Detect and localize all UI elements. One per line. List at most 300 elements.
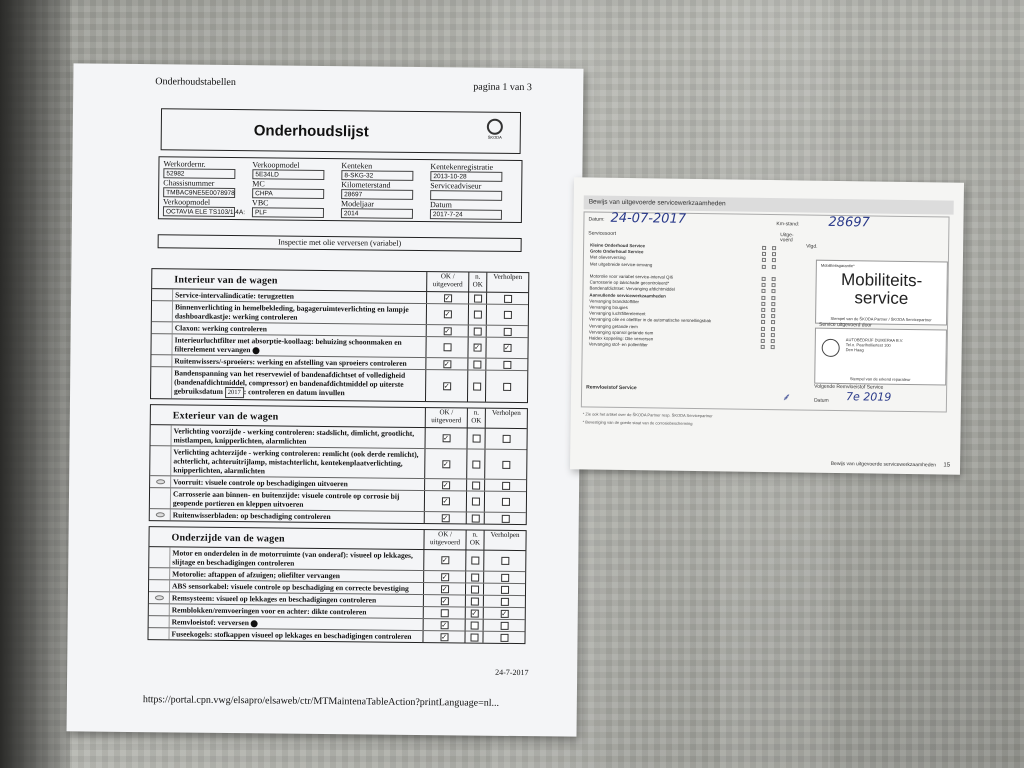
ok-checkbox[interactable]: ✓: [441, 632, 448, 641]
next-checkbox[interactable]: [771, 339, 775, 343]
fixed-checkbox[interactable]: ✓: [504, 343, 511, 352]
page-footer-title: Bewijs van uitgevoerde servicewerkzaamheden: [830, 460, 937, 469]
not-ok-checkbox[interactable]: [473, 382, 481, 390]
sheet-header-left: Onderhoudstabellen: [155, 76, 236, 89]
skoda-logo-icon: [482, 119, 508, 147]
item-text-part: Claxon: werking controleren: [174, 323, 268, 334]
next-checkbox[interactable]: [772, 277, 776, 281]
not-ok-column-header: n. OK: [468, 272, 486, 291]
info-cell: [162, 159, 251, 179]
service-item: Vervanging brandstoffilter: [589, 298, 640, 305]
checkbox-cell: [465, 619, 483, 630]
row-marker: [152, 322, 172, 333]
service-item: Vervanging stof- en pollenfilter: [588, 341, 648, 348]
not-ok-checkbox[interactable]: [472, 481, 480, 489]
checkbox-cell: [468, 304, 486, 324]
footnote-2: * Bevestiging van de goede staat van de corrosiebescherming: [582, 419, 693, 426]
handwritten-date: 24-07-2017: [610, 210, 687, 227]
checkbox-cell: [426, 304, 468, 324]
km-label: Km-stand:: [776, 221, 800, 228]
ok-checkbox[interactable]: ✓: [443, 359, 450, 368]
info-cell: [251, 198, 340, 218]
info-cell: [340, 199, 429, 219]
checkbox-cell: [483, 596, 525, 607]
checkbox-cell: [484, 450, 526, 479]
checkbox-cell: [484, 429, 526, 449]
item-text-part: Remblokken/remvoeringen voor en achter: dikte controleren: [171, 605, 367, 617]
next-checkbox[interactable]: [771, 320, 775, 324]
executed-checkbox[interactable]: [761, 289, 765, 293]
item-text-part: : controleren en datum invullen: [243, 387, 345, 398]
info-label: Verkoopmodel: [252, 160, 300, 170]
checkbox-cell: [425, 358, 467, 369]
row-marker: [150, 446, 170, 475]
ok-checkbox[interactable]: [443, 343, 451, 351]
checklist-item-text: [170, 446, 424, 478]
checkbox-cell: [466, 449, 484, 478]
checkbox-cell: [465, 571, 483, 582]
item-text-part: Ruitenwissers/-sproeiers: werking en afstelling van sproeiers controleren: [174, 356, 407, 368]
ok-checkbox[interactable]: [440, 609, 448, 617]
service-item: Carrosserie op lakschade gecontroleerd*: [589, 279, 670, 286]
checkbox-cell: [483, 551, 525, 571]
ok-checkbox[interactable]: ✓: [441, 596, 448, 605]
info-value: 2013-10-28: [430, 171, 502, 182]
checkbox-cell: [468, 325, 486, 336]
fixed-checkbox[interactable]: [503, 382, 511, 390]
section-exterior: [149, 404, 528, 525]
not-ok-checkbox[interactable]: [473, 311, 481, 319]
title-box: [161, 108, 521, 154]
checkbox-cell: [466, 512, 484, 523]
fixed-column-header: Verholpen: [485, 409, 527, 428]
vehicle-info-grid: [158, 156, 523, 223]
checkbox-cell: [424, 479, 466, 490]
info-cell: [429, 162, 518, 182]
not-ok-checkbox[interactable]: [472, 460, 480, 468]
fixed-checkbox[interactable]: [503, 327, 511, 335]
checkbox-cell: [485, 359, 527, 370]
item-text-part: Motor en onderdelen in de motorruimte (van onderaf): visueel op lekkages, slijtage en beschadigingen controleren: [172, 548, 413, 568]
item-text-part: Verlichting achterzijde - werking controleren: remlicht (ook derde remlicht), achterlicht, achteruitrijlamp, mistachterlicht, kentekenplaatverlichting, knipperlichten, alarmlichten: [173, 447, 419, 476]
executed-checkbox[interactable]: [762, 265, 766, 269]
fixed-checkbox[interactable]: [502, 481, 510, 489]
info-value: 2017-7-24: [430, 209, 502, 220]
ok-checkbox[interactable]: ✓: [442, 459, 449, 468]
checkbox-cell: [423, 607, 465, 618]
executed-checkbox[interactable]: [761, 333, 765, 337]
checkbox-cell: [465, 583, 483, 594]
checklist-item-text: [172, 301, 426, 324]
next-checkbox[interactable]: [771, 327, 775, 331]
section-title: Interieur van de wagen: [174, 274, 278, 287]
info-label: Chassisnummer: [163, 178, 215, 188]
next-checkbox[interactable]: [771, 302, 775, 306]
ok-checkbox[interactable]: ✓: [443, 434, 450, 443]
row-marker: [149, 604, 169, 615]
executed-checkbox[interactable]: [762, 283, 766, 287]
row-marker: [150, 476, 170, 487]
checkbox-cell: [467, 428, 485, 448]
service-item: Kleine Onderhoud Service: [590, 242, 646, 249]
info-label: VBC: [252, 198, 269, 208]
document-title: Onderhoudslijst: [253, 122, 369, 141]
not-ok-checkbox[interactable]: [473, 327, 481, 335]
service-item: Vervanging getande riem: [588, 323, 638, 329]
footer-url: https://portal.cpn.vwg/elsapro/elsaweb/ctr/MTMaintenaTableAction?printLanguage=nl...: [142, 694, 500, 709]
not-ok-checkbox[interactable]: [471, 557, 479, 565]
checklist-item-text: [170, 488, 424, 511]
checklist-item-text: [171, 367, 425, 401]
fixed-checkbox[interactable]: [503, 311, 511, 319]
item-text-part: Bandenspanning van het reservewiel of bandenafdichtset of volledigheid (bandenafdichtmiddel, compressor) en bandenafdichtmiddel op uiterste gebruiksdatum: [174, 368, 406, 396]
dealer-stamp-caption: Stempel van de erkend reparateur: [849, 376, 911, 383]
checkbox-cell: [426, 292, 468, 303]
item-text-part: Interieurluchtfilter met absorptie-koollaag: behuizing schoonmaken en filterelement vervangen: [174, 335, 402, 355]
executed-checkbox[interactable]: [761, 320, 765, 324]
executed-checkbox[interactable]: [761, 302, 765, 306]
not-ok-checkbox[interactable]: ✓: [471, 609, 478, 618]
info-value: 52982: [163, 168, 235, 179]
stamp-label: Service uitgevoerd door: [818, 321, 872, 329]
fixed-checkbox[interactable]: [502, 460, 510, 468]
logo-text: ŠKODA: [487, 134, 502, 140]
checkbox-cell: [465, 607, 483, 618]
date-label: Datum:: [588, 216, 605, 223]
next-checkbox[interactable]: [771, 345, 775, 349]
fixed-checkbox[interactable]: [500, 597, 508, 605]
executed-checkbox[interactable]: [762, 246, 766, 250]
section-interior: [150, 268, 529, 403]
ok-checkbox[interactable]: ✓: [441, 620, 448, 629]
checkbox-cell: [467, 370, 485, 401]
ok-checkbox[interactable]: ✓: [444, 310, 451, 319]
next-checkbox[interactable]: [771, 314, 775, 318]
checkbox-cell: [467, 358, 485, 369]
checkbox-cell: [424, 491, 466, 511]
fixed-column-header: Verholpen: [483, 531, 525, 550]
ok-checkbox[interactable]: ✓: [441, 556, 448, 565]
checkbox-cell: [425, 337, 467, 357]
next-checkbox[interactable]: [771, 296, 775, 300]
checklist-item-text: [170, 509, 424, 523]
ok-checkbox[interactable]: ✓: [442, 497, 449, 506]
footnote-1: * Zie ook het artikel over de ŠKODA Partner resp. ŠKODA Servicepartner: [582, 411, 713, 419]
row-marker: [150, 488, 170, 508]
checkbox-cell: [426, 325, 468, 336]
info-cell: [340, 161, 429, 181]
info-value: OCTAVIA ELE TS103/1.4A:: [163, 206, 235, 217]
ok-column-header: OK / uitgevoerd: [423, 530, 465, 549]
next-checkbox[interactable]: [771, 308, 775, 312]
info-label: Kenteken: [341, 161, 373, 171]
item-text-part: Voorruit: visuele controle op beschadigingen uitvoeren: [173, 477, 348, 489]
service-item: Grote Onderhoud Service: [589, 248, 644, 255]
info-cell: [251, 160, 340, 180]
service-item: Bandenafdichtset: Vervanging afdichtmiddel: [589, 285, 675, 293]
fixed-checkbox[interactable]: [501, 498, 509, 506]
footer-date: 24-7-2017: [495, 667, 529, 678]
next-checkbox[interactable]: [772, 283, 776, 287]
checkbox-cell: [466, 479, 484, 490]
fixed-checkbox[interactable]: [500, 585, 508, 593]
row-marker: [148, 628, 168, 639]
executed-checkbox[interactable]: [762, 252, 766, 256]
checkbox-cell: [465, 550, 483, 570]
info-cell: [429, 200, 518, 220]
item-text-part: Binnenverlichting in hemelbekleding, bagageruimteverlichting en lampje dashboardkastje: werking controleren: [174, 302, 409, 322]
checkbox-cell: [464, 631, 482, 642]
row-marker: [152, 289, 172, 300]
seat-shadow: [0, 0, 70, 768]
checklist-item-text: [171, 334, 425, 357]
executed-checkbox[interactable]: [761, 296, 765, 300]
service-item-checkboxes: [761, 344, 787, 351]
row-marker: [150, 509, 170, 520]
item-text-part: ABS sensorkabel: visuele controle op beschadiging en correcte bevestiging: [171, 581, 409, 593]
item-text-part: Fuseekogels: stofkappen visueel op lekkages en beschadigingen controleren: [171, 629, 412, 641]
executed-checkbox[interactable]: [761, 345, 765, 349]
service-item: Vervanging luchtfilterelement: [589, 310, 646, 317]
service-item: Aanvullende servicewerkzaamheden: [589, 292, 666, 299]
checklist-row: [150, 446, 526, 480]
info-label: MC: [252, 179, 265, 189]
info-label: Verkoopmodel: [163, 197, 211, 207]
checkbox-cell: [423, 619, 465, 630]
service-checkbox-column: [761, 245, 788, 351]
info-label: Modeljaar: [341, 199, 374, 209]
ok-column-header: OK / uitgevoerd: [425, 408, 467, 427]
row-marker: [149, 592, 169, 603]
executed-checkbox[interactable]: [761, 326, 765, 330]
instruction-line: Inspectie met olie verversen (variabel): [158, 234, 522, 252]
item-text-part: Verlichting voorzijde - werking controleren: stadslicht, dimlicht, grootlicht, mistlampen, knipperlichten, alarmlichten: [173, 426, 415, 446]
info-value: 2014: [341, 208, 413, 219]
item-text-part: Ruitenwisserbladen: op beschadiging controleren: [172, 510, 331, 522]
service-item: Motorolie voor variabel service-interval QI6: [589, 273, 674, 280]
not-ok-checkbox[interactable]: [471, 573, 479, 581]
service-item: Vervanging spanrol getande riem: [588, 329, 654, 336]
checkbox-cell: [483, 572, 525, 583]
not-ok-column-header: n. OK: [467, 408, 485, 427]
checkbox-cell: [484, 513, 526, 524]
not-ok-checkbox[interactable]: [470, 597, 478, 605]
checkbox-cell: [424, 512, 466, 523]
ok-checkbox[interactable]: ✓: [444, 293, 451, 302]
fixed-checkbox[interactable]: [502, 435, 510, 443]
service-item: Vervanging bougies: [589, 304, 628, 311]
item-text-part: Motorolie: aftappen of afzuigen; oliefilter vervangen: [172, 569, 341, 581]
ok-checkbox[interactable]: ✓: [444, 326, 451, 335]
signature-mark: ⸙: [781, 392, 790, 404]
item-text-part: Remvloeistof: verversen: [171, 617, 249, 628]
not-ok-checkbox[interactable]: [474, 294, 482, 302]
page-indicator: pagina 1 van 3: [473, 81, 532, 94]
mobility-stamp-caption: Stempel van de ŠKODA Partner / ŠKODA Servicepartner: [830, 315, 932, 323]
checkbox-cell: [485, 371, 527, 402]
maintenance-checklist-sheet: [67, 63, 584, 736]
checkbox-cell: [424, 449, 466, 478]
info-cell: [251, 179, 340, 199]
executed-checkbox[interactable]: [762, 258, 766, 262]
brake-fluid-label: Remvloeistof Service: [586, 384, 637, 392]
executed-checkbox[interactable]: [761, 308, 765, 312]
info-value: 5E34LD: [252, 169, 324, 180]
not-ok-checkbox[interactable]: [473, 360, 481, 368]
executed-checkbox[interactable]: [761, 339, 765, 343]
checkbox-cell: [467, 337, 485, 357]
fixed-checkbox[interactable]: ✓: [501, 609, 508, 618]
item-text-part: Carrosserie aan binnen- en buitenzijde: visuele controle op corrosie bij geopende portieren en kleppen uitvoeren: [172, 489, 400, 509]
ok-checkbox[interactable]: ✓: [442, 513, 449, 522]
checklist-item-text: [171, 425, 425, 448]
info-value: TMBAC9NE5E0078978: [163, 187, 235, 198]
info-label: Serviceadviseur: [430, 181, 482, 191]
service-item: Met olieverversing: [589, 254, 626, 261]
fixed-column-header: Verholpen: [486, 273, 528, 292]
not-ok-checkbox[interactable]: ✓: [474, 343, 481, 352]
brake-date-label: Datum: [813, 397, 829, 404]
checkbox-cell: [423, 583, 465, 594]
ok-checkbox[interactable]: ✓: [441, 572, 448, 581]
next-brake-fluid-label: Volgende Remvloeistof Service: [814, 383, 884, 391]
checklist-row: [151, 367, 527, 402]
not-ok-checkbox[interactable]: [470, 585, 478, 593]
fixed-checkbox[interactable]: [501, 557, 509, 565]
not-ok-checkbox[interactable]: [472, 435, 480, 443]
checkbox-cell: [465, 595, 483, 606]
info-value: CHPA: [252, 188, 324, 199]
next-checkbox[interactable]: [772, 252, 776, 256]
next-column-label: Vlgd.: [806, 243, 818, 250]
executed-checkbox[interactable]: [761, 314, 765, 318]
checkbox-cell: [466, 491, 484, 511]
checklist-item-text: [168, 628, 422, 642]
mobility-service-box: [815, 260, 948, 326]
page-number: 15: [943, 462, 951, 469]
service-item: Vervanging olie en oliefilter in de automatische versnellingsbak: [589, 316, 712, 324]
checkbox-cell: [425, 370, 467, 401]
visual-inspection-icon: [156, 479, 165, 484]
info-value: PLF: [252, 207, 324, 218]
info-value: 8-SKG-32: [341, 170, 413, 181]
mobility-guarantee-label: Mobiliteitsgarantie*: [820, 262, 855, 269]
next-checkbox[interactable]: [771, 289, 775, 293]
item-text-part: Service-intervalindicatie: terugzetten: [175, 290, 295, 301]
fixed-checkbox[interactable]: [504, 294, 512, 302]
visual-inspection-icon: [155, 512, 164, 517]
row-marker: [152, 301, 172, 321]
checkbox-cell: [485, 338, 527, 358]
next-checkbox[interactable]: [772, 259, 776, 263]
info-cell: [162, 178, 251, 198]
fixed-checkbox[interactable]: [501, 514, 509, 522]
section-underside: [147, 526, 526, 644]
info-label: Werkordernr.: [163, 159, 206, 169]
item-text-part: Remsysteem: visueel op lekkages en beschadigingen controleren: [171, 593, 377, 605]
service-proof-sheet: [570, 177, 964, 474]
info-label: Datum: [430, 200, 452, 210]
mobility-service-title: Mobiliteits- service: [840, 270, 923, 308]
ok-checkbox[interactable]: ✓: [441, 584, 448, 593]
checkbox-cell: [425, 428, 467, 448]
row-marker: [149, 568, 169, 579]
row-marker: [151, 367, 171, 398]
info-row: [162, 197, 518, 220]
date-entry-field: 2017: [225, 387, 244, 398]
checkbox-cell: [484, 492, 526, 512]
next-checkbox[interactable]: [772, 265, 776, 269]
executed-column-label: Uitge- voerd: [780, 232, 794, 244]
row-marker: [151, 334, 171, 354]
handwritten-km: 28697: [828, 214, 870, 231]
service-proof-header: Bewijs van uitgevoerde servicewerkzaamheden: [584, 195, 954, 214]
visual-inspection-icon: [154, 595, 163, 600]
checkbox-cell: [483, 608, 525, 619]
row-marker: [149, 580, 169, 591]
service-type-label: Servicesoort: [588, 230, 617, 237]
info-label: Kentekenregistratie: [430, 162, 494, 172]
fixed-checkbox[interactable]: [501, 573, 509, 581]
checkbox-cell: [422, 631, 464, 642]
not-ok-column-header: n. OK: [465, 530, 483, 549]
ok-checkbox[interactable]: ✓: [442, 480, 449, 489]
ok-checkbox[interactable]: ✓: [443, 381, 450, 390]
checkbox-cell: [423, 550, 465, 570]
service-item: Met uitgebreide service-omvang: [589, 261, 653, 268]
info-cell: [162, 197, 251, 217]
checkbox-cell: [484, 480, 526, 491]
fixed-checkbox[interactable]: [500, 633, 508, 641]
row-marker: [149, 616, 169, 627]
checkbox-cell: [423, 571, 465, 582]
skoda-stamp-logo-icon: [822, 339, 840, 357]
handwritten-brake-date: 7e 2019: [845, 390, 892, 404]
service-item: Haldex koppeling: Olie verversen: [588, 335, 654, 342]
next-checkbox[interactable]: [772, 246, 776, 250]
section-title: Exterieur van de wagen: [172, 410, 279, 423]
checkbox-cell: [468, 292, 486, 303]
checkbox-cell: [486, 293, 528, 304]
not-ok-checkbox[interactable]: [470, 621, 478, 629]
checkbox-cell: [423, 595, 465, 606]
dealer-stamp-box: [814, 321, 947, 386]
checkbox-cell: [486, 305, 528, 325]
not-ok-checkbox[interactable]: [471, 514, 479, 522]
row-marker: [149, 547, 169, 567]
checkbox-cell: [483, 620, 525, 631]
fixed-checkbox[interactable]: [503, 360, 511, 368]
row-marker: [151, 355, 171, 366]
executed-checkbox[interactable]: [762, 277, 766, 281]
info-label: Kilometerstand: [341, 180, 391, 190]
service-proof-box: [581, 211, 950, 412]
info-value: 28697: [341, 189, 413, 200]
replacement-dot-icon: [251, 620, 258, 627]
checkbox-cell: [482, 632, 524, 643]
info-cell: [429, 181, 518, 201]
next-checkbox[interactable]: [771, 333, 775, 337]
checklist-item-text: [169, 547, 423, 570]
not-ok-checkbox[interactable]: [470, 633, 478, 641]
checkbox-cell: [483, 584, 525, 595]
replacement-dot-icon: [252, 347, 259, 354]
info-cell: [340, 180, 429, 200]
section-title: Onderzijde van de wagen: [171, 532, 285, 545]
fixed-checkbox[interactable]: [500, 621, 508, 629]
ok-column-header: OK / uitgevoerd: [426, 272, 468, 291]
not-ok-checkbox[interactable]: [471, 498, 479, 506]
